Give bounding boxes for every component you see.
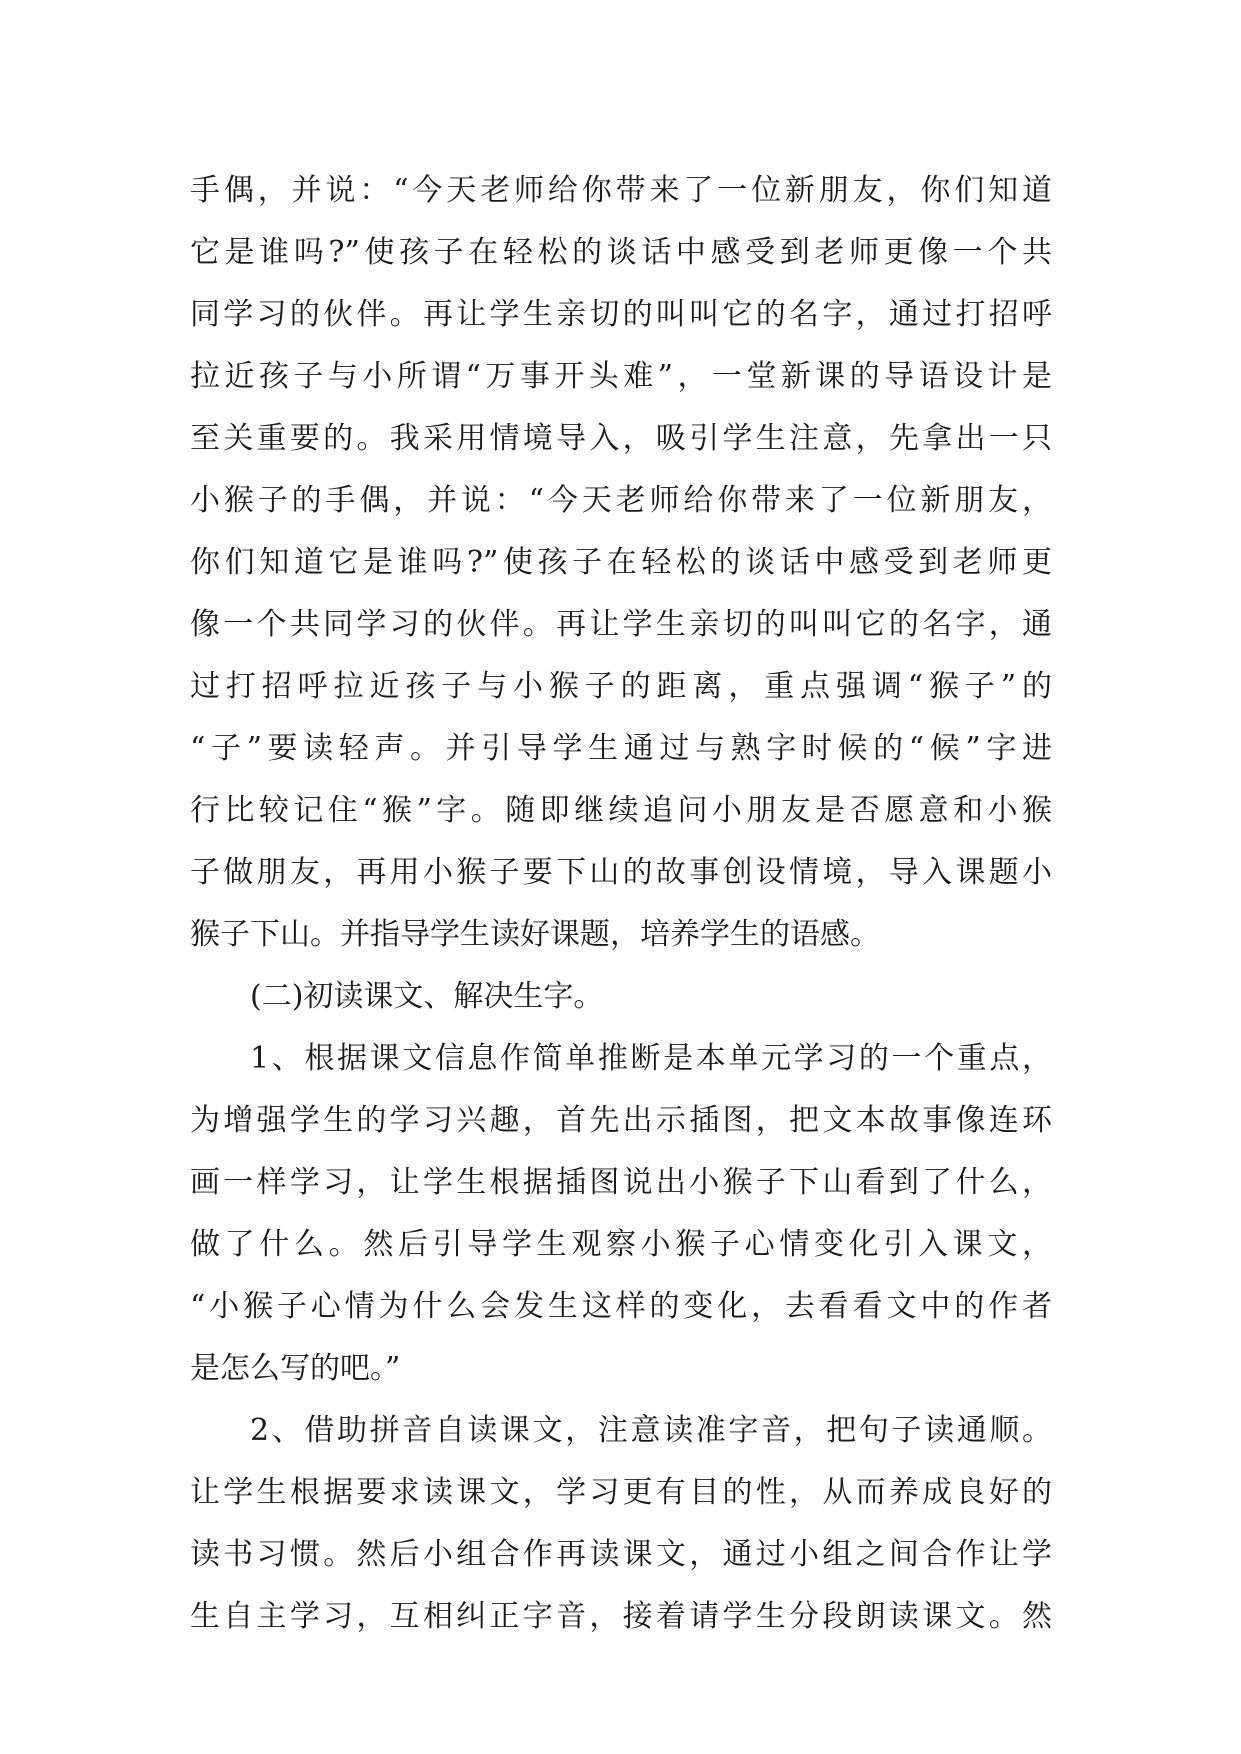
body-text (190, 160, 1052, 1648)
text-line: “小猴子心情为什么会发生这样的变化，去看看文中的作者 (190, 1289, 1052, 1324)
text-line: 是怎么写的吧。” (190, 1351, 401, 1386)
text-line: 子做朋友，再用小猴子要下山的故事创设情境，导入课题小 (190, 855, 1052, 890)
text-line: 读书习惯。然后小组合作再读课文，通过小组之间合作让学 (190, 1537, 1052, 1572)
text-line: 手偶，并说：“今天老师给你带来了一位新朋友，你们知道 (190, 173, 1052, 208)
text-line: 小猴子的手偶，并说：“今天老师给你带来了一位新朋友， (190, 483, 1052, 518)
text-line: 过打招呼拉近孩子与小猴子的距离，重点强调“猴子”的 (190, 669, 1052, 704)
text-line: 拉近孩子与小所谓“万事开头难”，一堂新课的导语设计是 (190, 359, 1052, 394)
text-line: 画一样学习，让学生根据插图说出小猴子下山看到了什么， (190, 1165, 1052, 1200)
text-line: 生自主学习，互相纠正字音，接着请学生分段朗读课文。然 (190, 1599, 1052, 1634)
text-line: 你们知道它是谁吗?”使孩子在轻松的谈话中感受到老师更 (190, 545, 1052, 580)
text-line: 2、借助拼音自读课文，注意读准字音，把句子读通顺。 (250, 1413, 1052, 1448)
text-line: (二)初读课文、解决生字。 (250, 979, 604, 1014)
text-line: 猴子下山。并指导学生读好课题，培养学生的语感。 (190, 917, 880, 952)
text-line: 让学生根据要求读课文，学习更有目的性，从而养成良好的 (190, 1475, 1052, 1510)
text-line: 同学习的伙伴。再让学生亲切的叫叫它的名字，通过打招呼 (190, 297, 1052, 332)
text-line: 做了什么。然后引导学生观察小猴子心情变化引入课文， (190, 1227, 1052, 1262)
text-line: 像一个共同学习的伙伴。再让学生亲切的叫叫它的名字，通 (190, 607, 1052, 642)
text-line: 1、根据课文信息作简单推断是本单元学习的一个重点， (250, 1041, 1052, 1076)
text-line: 行比较记住“猴”字。随即继续追问小朋友是否愿意和小猴 (190, 793, 1052, 828)
text-line: 为增强学生的学习兴趣，首先出示插图，把文本故事像连环 (190, 1103, 1052, 1138)
text-line: “子”要读轻声。并引导学生通过与熟字时候的“候”字进 (190, 731, 1052, 766)
text-line: 至关重要的。我采用情境导入，吸引学生注意，先拿出一只 (190, 421, 1052, 456)
text-line: 它是谁吗?”使孩子在轻松的谈话中感受到老师更像一个共 (190, 235, 1052, 270)
